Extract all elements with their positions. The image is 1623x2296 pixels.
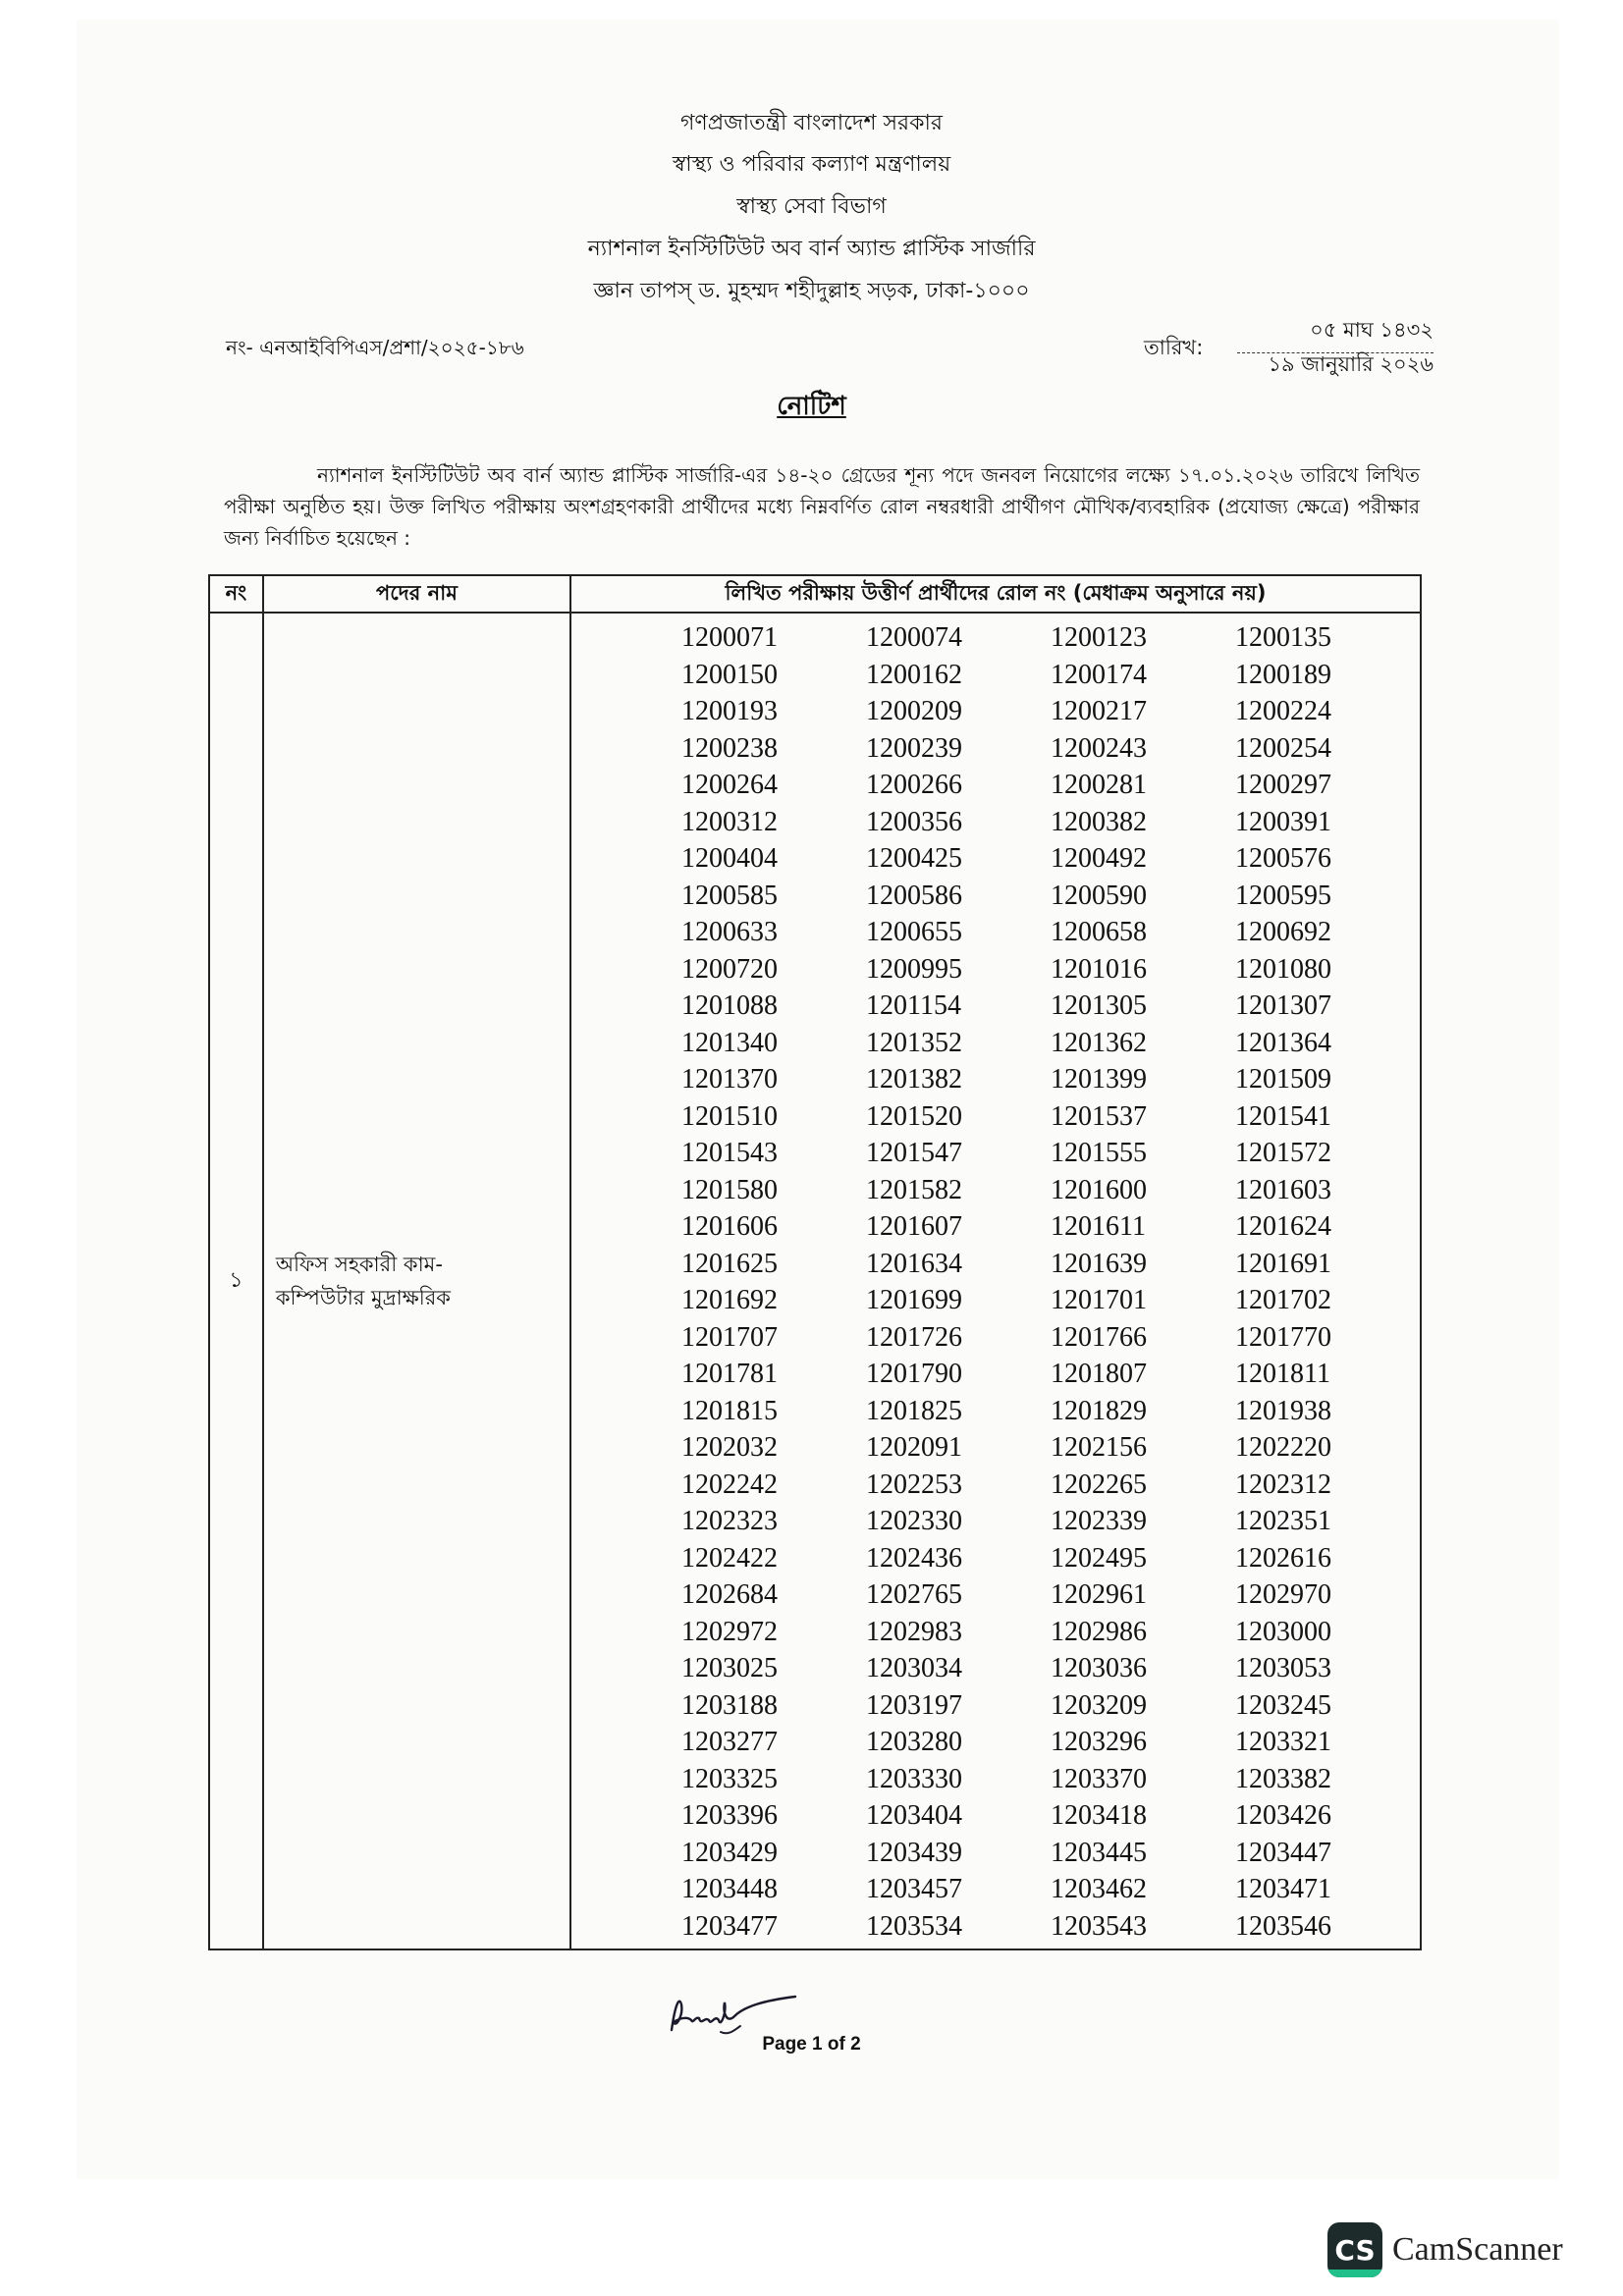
roll-number: 1203330 (866, 1763, 962, 1794)
roll-number: 1203447 (1235, 1837, 1331, 1868)
roll-number: 1200590 (1051, 880, 1147, 911)
roll-number: 1200585 (681, 880, 778, 911)
table-row (209, 613, 1421, 1949)
roll-number: 1201702 (1235, 1285, 1331, 1315)
roll-number: 1200312 (681, 806, 778, 837)
roll-number: 1203382 (1235, 1763, 1331, 1794)
roll-number: 1201080 (1235, 953, 1331, 985)
roll-number: 1202972 (681, 1616, 778, 1647)
roll-number: 1203471 (1235, 1874, 1331, 1904)
notice-body (224, 459, 1420, 554)
roll-number: 1200356 (866, 806, 962, 837)
roll-number: 1202495 (1051, 1542, 1147, 1574)
roll-number: 1201572 (1235, 1138, 1331, 1168)
roll-number: 1201340 (681, 1027, 778, 1058)
roll-number: 1202961 (1051, 1579, 1147, 1610)
roll-number: 1200162 (866, 659, 962, 690)
roll-number: 1201938 (1235, 1395, 1331, 1426)
row-serial: ১ (209, 613, 263, 1949)
roll-number: 1203418 (1051, 1800, 1147, 1831)
roll-number: 1200576 (1235, 843, 1331, 874)
roll-number: 1203546 (1235, 1910, 1331, 1942)
roll-number: 1201811 (1235, 1359, 1330, 1389)
roll-number: 1200586 (866, 880, 962, 911)
roll-number: 1201639 (1051, 1248, 1147, 1279)
roll-number: 1200297 (1235, 770, 1331, 800)
roll-number: 1202616 (1235, 1542, 1331, 1574)
row-roll-numbers (570, 613, 1421, 1949)
roll-number: 1201707 (681, 1321, 778, 1353)
roll-number: 1202330 (866, 1506, 962, 1536)
roll-number: 1201699 (866, 1285, 962, 1315)
roll-number: 1203280 (866, 1727, 962, 1757)
date-bangla-calendar: ০৫ মাঘ ১৪৩২ (1237, 314, 1434, 353)
roll-number: 1203036 (1051, 1653, 1147, 1683)
camscanner-watermark (1327, 2222, 1563, 2277)
date-gregorian: ১৯ জানুয়ারি ২০২৬ (1268, 352, 1434, 376)
roll-number: 1201611 (1051, 1211, 1146, 1242)
roll-number: 1200150 (681, 659, 778, 690)
roll-number: 1202156 (1051, 1432, 1147, 1463)
post-name-line1: অফিস সহকারী কাম- (275, 1253, 443, 1276)
roll-number: 1200404 (681, 843, 778, 874)
roll-number: 1201807 (1051, 1359, 1147, 1389)
roll-number: 1201352 (866, 1027, 962, 1058)
roll-number: 1202323 (681, 1506, 778, 1536)
roll-number: 1202351 (1235, 1506, 1331, 1536)
roll-number: 1201362 (1051, 1027, 1147, 1058)
roll-number: 1200658 (1051, 917, 1147, 947)
roll-number: 1200209 (866, 696, 962, 726)
roll-number: 1201624 (1235, 1211, 1331, 1242)
roll-number: 1201825 (866, 1395, 962, 1426)
camscanner-brand: CamScanner (1392, 2231, 1563, 2268)
roll-number: 1203321 (1235, 1727, 1331, 1757)
roll-number: 1203197 (866, 1689, 962, 1721)
notice-body-text: ন্যাশনাল ইনস্টিটিউট অব বার্ন অ্যান্ড প্লাস্টিক সার্জারি-এর ১৪-২০ গ্রেডের শূন্য পদে জনবল নিয়োগের লক্ষ্যে ১৭.০১.২০২৬ তারিখে লিখিত পরীক্ষা অনুষ্ঠিত হয়। উক্ত লিখিত পরীক্ষায় অংশগ্রহণকারী প্রার্থীদের মধ্যে নিম্নবর্ণিত রোল নম্বরধারী প্রার্থীগণ মৌখিক/ব্যবহারিক (প্রযোজ্য ক্ষেত্রে) পরীক্ষার জন্য নির্বাচিত হয়েছেন : (224, 463, 1420, 550)
roll-number: 1203245 (1235, 1689, 1331, 1721)
roll-number: 1200243 (1051, 732, 1147, 764)
roll-number: 1200382 (1051, 806, 1147, 837)
roll-number: 1201088 (681, 990, 778, 1021)
roll-number: 1200224 (1235, 696, 1331, 726)
roll-number: 1203439 (866, 1837, 962, 1868)
roll-number: 1201370 (681, 1064, 778, 1095)
roll-number: 1200995 (866, 953, 962, 985)
page-number: Page 1 of 2 (762, 2034, 861, 2055)
roll-number: 1201770 (1235, 1321, 1331, 1353)
roll-number: 1202436 (866, 1542, 962, 1574)
roll-number: 1200217 (1051, 696, 1147, 726)
memo-reference-number: নং- এনআইবিপিএস/প্রশা/২০২৫-১৮৬ (226, 336, 524, 359)
roll-number: 1200425 (866, 843, 962, 874)
col-rolls-header: লিখিত পরীক্ষায় উত্তীর্ণ প্রার্থীদের রোল নং (মেধাক্রম অনুসারে নয়) (570, 575, 1421, 613)
roll-number: 1201555 (1051, 1138, 1147, 1168)
roll-number: 1200071 (681, 622, 778, 653)
roll-number: 1201509 (1235, 1064, 1331, 1095)
header-ministry: স্বাস্থ্য ও পরিবার কল্যাণ মন্ত্রণালয় (672, 152, 951, 177)
roll-number: 1200655 (866, 917, 962, 947)
roll-number: 1202765 (866, 1579, 962, 1610)
roll-number: 1202253 (866, 1468, 962, 1500)
roll-number: 1201364 (1235, 1027, 1331, 1058)
row-post-name (263, 613, 570, 1949)
header-division: স্বাস্থ্য সেবা বিভাগ (736, 194, 887, 219)
roll-number: 1200239 (866, 732, 962, 764)
roll-number: 1200123 (1051, 622, 1147, 653)
roll-number: 1200492 (1051, 843, 1147, 874)
roll-number: 1203034 (866, 1653, 962, 1683)
roll-number: 1201701 (1051, 1285, 1147, 1315)
roll-number: 1202265 (1051, 1468, 1147, 1500)
roll-number: 1201606 (681, 1211, 778, 1242)
roll-number: 1200266 (866, 770, 962, 800)
roll-number: 1203448 (681, 1874, 778, 1904)
roll-number: 1202312 (1235, 1468, 1331, 1500)
roll-number: 1203457 (866, 1874, 962, 1904)
roll-number: 1203534 (866, 1910, 962, 1942)
roll-number: 1202422 (681, 1542, 778, 1574)
roll-number: 1203396 (681, 1800, 778, 1831)
roll-number: 1202684 (681, 1579, 778, 1610)
roll-number: 1201305 (1051, 990, 1147, 1021)
roll-number-grid (571, 619, 1420, 1945)
roll-number: 1203543 (1051, 1910, 1147, 1942)
roll-number: 1200633 (681, 917, 778, 947)
roll-number: 1202983 (866, 1616, 962, 1647)
roll-number: 1201625 (681, 1248, 778, 1279)
roll-number: 1203000 (1235, 1616, 1331, 1647)
post-name-line2: কম্পিউটার মুদ্রাক্ষরিক (275, 1286, 451, 1309)
roll-number: 1203462 (1051, 1874, 1147, 1904)
roll-number: 1201399 (1051, 1064, 1147, 1095)
roll-number: 1201829 (1051, 1395, 1147, 1426)
header-address: জ্ঞান তাপস্ ড. মুহম্মদ শহীদুল্লাহ সড়ক, ঢাকা-১০০০ (593, 279, 1030, 303)
roll-number: 1201790 (866, 1359, 962, 1389)
roll-number: 1200595 (1235, 880, 1331, 911)
roll-number: 1203426 (1235, 1800, 1331, 1831)
roll-number: 1202032 (681, 1432, 778, 1463)
roll-number: 1202986 (1051, 1616, 1147, 1647)
roll-number: 1201781 (681, 1359, 778, 1389)
roll-number: 1202970 (1235, 1579, 1331, 1610)
roll-number: 1200391 (1235, 806, 1331, 837)
roll-number: 1201691 (1235, 1248, 1331, 1279)
roll-number: 1201600 (1051, 1174, 1147, 1205)
roll-number: 1203429 (681, 1837, 778, 1868)
roll-number: 1201307 (1235, 990, 1331, 1021)
roll-number: 1201547 (866, 1138, 962, 1168)
roll-number: 1200189 (1235, 659, 1331, 690)
signature-icon (666, 1983, 803, 2042)
roll-number: 1201634 (866, 1248, 962, 1279)
roll-number: 1202242 (681, 1468, 778, 1500)
roll-number: 1202091 (866, 1432, 962, 1463)
roll-number: 1200193 (681, 696, 778, 726)
roll-number: 1201726 (866, 1321, 962, 1353)
roll-number: 1201607 (866, 1211, 962, 1242)
roll-number: 1203209 (1051, 1689, 1147, 1721)
roll-number: 1203477 (681, 1910, 778, 1942)
roll-number: 1200135 (1235, 622, 1331, 653)
roll-number: 1203404 (866, 1800, 962, 1831)
roll-number: 1201766 (1051, 1321, 1147, 1353)
notice-title: নোটিশ (777, 392, 846, 421)
roll-number: 1201382 (866, 1064, 962, 1095)
roll-number: 1203025 (681, 1653, 778, 1683)
roll-number: 1201510 (681, 1100, 778, 1132)
roll-number: 1203188 (681, 1689, 778, 1721)
roll-number: 1200074 (866, 622, 962, 653)
roll-number: 1201580 (681, 1174, 778, 1205)
roll-number: 1203277 (681, 1727, 778, 1757)
roll-number: 1203325 (681, 1763, 778, 1794)
roll-number: 1203053 (1235, 1653, 1331, 1683)
result-table (208, 574, 1422, 1950)
camscanner-logo-icon: CS (1327, 2222, 1382, 2277)
roll-number: 1202220 (1235, 1432, 1331, 1463)
roll-number: 1201016 (1051, 953, 1147, 985)
roll-number: 1200238 (681, 732, 778, 764)
roll-number: 1201582 (866, 1174, 962, 1205)
roll-number: 1203445 (1051, 1837, 1147, 1868)
roll-number: 1200264 (681, 770, 778, 800)
col-serial-header: নং (209, 575, 263, 613)
header-government: গণপ্রজাতন্ত্রী বাংলাদেশ সরকার (679, 111, 944, 135)
notice-title-block (0, 386, 1623, 429)
roll-number: 1200254 (1235, 732, 1331, 764)
table-header-row (209, 575, 1421, 613)
roll-number: 1200281 (1051, 770, 1147, 800)
roll-number: 1203296 (1051, 1727, 1147, 1757)
col-post-header: পদের নাম (263, 575, 570, 613)
roll-number: 1202339 (1051, 1506, 1147, 1536)
roll-number: 1201543 (681, 1138, 778, 1168)
date-label: তারিখ: (1144, 336, 1204, 359)
roll-number: 1201537 (1051, 1100, 1147, 1132)
roll-number: 1200720 (681, 953, 778, 985)
roll-number: 1201603 (1235, 1174, 1331, 1205)
roll-number: 1201154 (866, 990, 961, 1021)
header-institute: ন্যাশনাল ইনস্টিটিউট অব বার্ন অ্যান্ড প্লাস্টিক সার্জারি (587, 237, 1036, 261)
roll-number: 1201692 (681, 1285, 778, 1315)
roll-number: 1201815 (681, 1395, 778, 1426)
roll-number: 1201541 (1235, 1100, 1331, 1132)
roll-number: 1200174 (1051, 659, 1147, 690)
roll-number: 1201520 (866, 1100, 962, 1132)
roll-number: 1200692 (1235, 917, 1331, 947)
roll-number: 1203370 (1051, 1763, 1147, 1794)
